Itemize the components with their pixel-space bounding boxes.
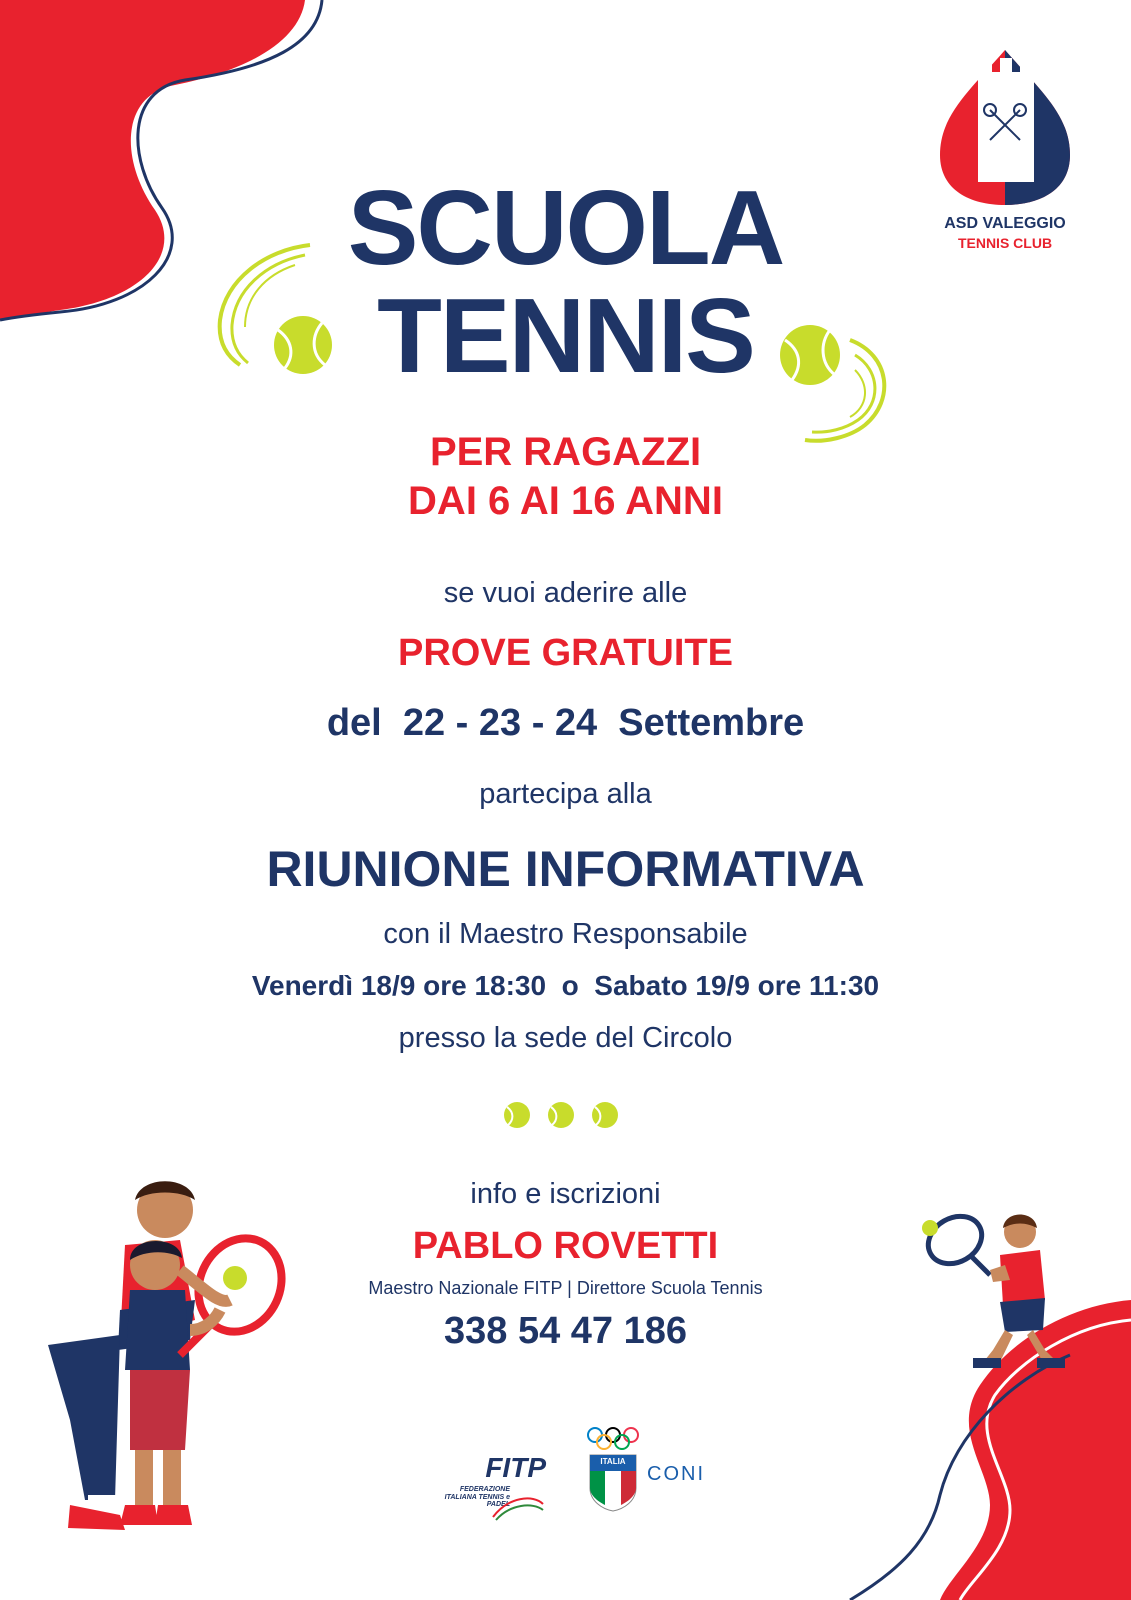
trial-intro: se vuoi aderire alle xyxy=(443,577,688,609)
meeting-times: Venerdì 18/9 ore 18:30 o Sabato 19/9 ore 11:30 xyxy=(251,970,880,1001)
three-balls-divider xyxy=(500,1098,630,1132)
contact-phone: 338 54 47 186 xyxy=(443,1310,687,1352)
fitp-logo-text: FITP xyxy=(485,1452,546,1483)
coni-logo xyxy=(585,1425,725,1515)
logo-line-1: ASD VALEGGIO xyxy=(944,215,1066,232)
coach-child-illustration xyxy=(30,1170,300,1580)
child-player-illustration xyxy=(915,1210,1085,1370)
meeting-place: presso la sede del Circolo xyxy=(398,1022,733,1054)
coni-label: CONI xyxy=(647,1463,705,1485)
fitp-logo xyxy=(428,1452,548,1522)
contact-intro: info e iscrizioni xyxy=(470,1178,661,1210)
meeting-heading: RIUNIONE INFORMATIVA xyxy=(266,841,865,897)
trial-dates: del 22 - 23 - 24 Settembre xyxy=(326,702,805,744)
olympic-rings-icon xyxy=(585,1425,641,1451)
contact-name: PABLO ROVETTI xyxy=(412,1225,719,1267)
subtitle-line-1: PER RAGAZZI xyxy=(429,430,702,474)
page-title-line-2: TENNIS xyxy=(377,277,754,395)
subtitle-line-2: DAI 6 AI 16 ANNI xyxy=(408,479,723,523)
logo-line-2: TENNIS CLUB xyxy=(957,235,1053,251)
italia-label: ITALIA xyxy=(600,1457,626,1466)
page-title-line-1: SCUOLA xyxy=(347,169,784,287)
meeting-with: con il Maestro Responsabile xyxy=(383,918,748,950)
meeting-intro: partecipa alla xyxy=(479,778,652,810)
contact-role: Maestro Nazionale FITP | Direttore Scuola Tennis xyxy=(368,1278,763,1298)
fitp-logo-subtext: FEDERAZIONE ITALIANA TENNIS e PADEL xyxy=(444,1486,510,1509)
trial-heading: PROVE GRATUITE xyxy=(398,632,733,674)
fitp-swoosh-icon xyxy=(488,1492,548,1522)
